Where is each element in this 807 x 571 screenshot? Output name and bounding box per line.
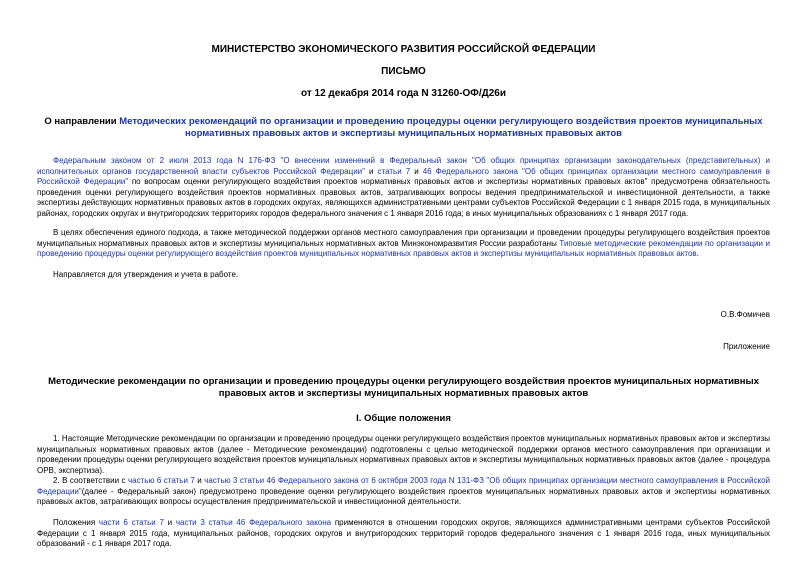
- part-6-article-7-link[interactable]: частью 6 статьи 7: [128, 476, 195, 485]
- subject-link[interactable]: Методических рекомендаций по организации и проведению процедуры оценки регулирующего воздействия проектов муниципальных нормативных правовых актов и экспертизы муниципальных нормативных правовых актов: [119, 116, 763, 139]
- document-date-number: от 12 декабря 2014 года N 31260-ОФ/Д26и: [300, 88, 507, 99]
- text-fragment: и: [410, 166, 423, 176]
- attachment-label: Приложение: [723, 342, 770, 351]
- text-fragment: и: [365, 166, 378, 176]
- signature: О.В.Фомичев: [720, 310, 770, 319]
- document-type: ПИСЬМО: [381, 66, 426, 77]
- part-6-article-7-link-2[interactable]: части 6 статьи 7: [98, 518, 164, 527]
- letter-paragraph-1: [37, 156, 770, 219]
- law-131-link[interactable]: частью 3 статьи 46 Федерального закона от 6 октября 2003 года N 131-ФЗ "Об общих принципах организации местного самоуправления в Российской Федерации": [37, 476, 770, 496]
- article-7-link[interactable]: статьи 7: [377, 166, 411, 176]
- text-fragment: применяются в отношении городских округов, являющихся административными центрами субъектов Российской Федерации с 1 января 2015 года, муниципальных районов, городских округов и внутригородских территорий городов федерального значения с 1 января 2016 года, иных муниципальных образований - с 1 января 2017 года.: [37, 518, 771, 548]
- section-heading: I. Общие положения: [356, 413, 451, 424]
- typical-recommendations-link[interactable]: Типовые методические рекомендации по организации и проведению процедуры оценки регулирующего воздействия проектов муниципальных нормативных правовых актов и экспертизы муниципальных нормативных правовых актов: [37, 238, 771, 258]
- text-fragment: .: [696, 249, 699, 258]
- part-3-article-46-link[interactable]: части 3 статьи 46 Федерального закона: [175, 518, 332, 527]
- text-fragment: Положения: [53, 518, 99, 527]
- text-fragment: и: [194, 476, 205, 485]
- text-fragment: В целях обеспечения единого подхода, а также методической поддержки органов местного самоуправления при организации и проведении процедуры регулирующего воздействия проектов муниципальных нормативных правовых актов и экспертизы муниципальных нормативных актов Минэкономразвития России разработаны: [37, 228, 770, 248]
- subject-prefix: О направлении: [44, 116, 120, 127]
- letter-subject: [37, 116, 770, 140]
- recommendations-paragraph-2: [37, 476, 770, 508]
- text-fragment: по вопросам оценки регулирующего воздействия проектов нормативных правовых актов и экспертизы нормативных правовых актов" предусмотрена обязательность проведения оценки регулирующего воздействия проектов нормативных правовых актов, затрагивающих вопросы ведения предпринимательской и инвестиционной деятельности, а также экспертизы действующих нормативных правовых актов в городских округах, являющихся административными центрами субъектов Российской Федерации с 1 января 2015 года, в муниципальных районах, городских округах и внутригородских территориях городов федерального значения с 1 января 2016 года; в иных муниципальных образованиях с 1 января 2017 года.: [37, 177, 770, 218]
- recommendations-title: Методические рекомендации по организации и проведению процедуры оценки регулирующего воздействия проектов муниципальных нормативных правовых актов и экспертизы муниципальных нормативных правовых актов: [48, 376, 759, 399]
- recommendations-paragraph-3: [37, 518, 770, 550]
- text-fragment: 2. В соответствии с: [53, 476, 128, 485]
- text-fragment: и: [163, 518, 176, 527]
- letter-paragraph-2: [37, 228, 770, 260]
- ministry-heading: МИНИСТЕРСТВО ЭКОНОМИЧЕСКОГО РАЗВИТИЯ РОССИЙСКОЙ ФЕДЕРАЦИИ: [211, 44, 596, 55]
- recommendations-paragraph-1: 1. Настоящие Методические рекомендации по организации и проведению процедуры оценки регулирующего воздействия проектов муниципальных нормативных правовых актов и экспертизы муниципальных нормативных правовых актов (далее - Методические рекомендации) подготовлены с целью методической поддержки органов местного самоуправления при организации и проведении процедуры оценки регулирующего воздействия проектов муниципальных нормативных правовых актов и экспертизы муниципальных нормативных правовых актов (далее - процедура ОРВ, экспертиза).: [37, 434, 770, 475]
- letter-paragraph-3: Направляется для утверждения и учета в работе.: [53, 270, 239, 279]
- law-176-link[interactable]: Федеральным законом от 2 июля 2013 года N 176-ФЗ "О внесении изменений в Федеральный закон "Об общих принципах организации законодательных (представительных) и исполнительных органов государственной власти субъектов Российской Федерации": [37, 156, 770, 176]
- text-fragment: (далее - Федеральный закон) предусмотрено проведение оценки регулирующего воздействия проектов муниципальных нормативных правовых актов и экспертизы нормативных правовых актов, затрагивающих вопросы осуществления предпринимательской и инвестиционной деятельности.: [37, 486, 770, 506]
- article-46-link[interactable]: 46 Федерального закона "Об общих принципах организации местного самоуправления в Российской Федерации": [37, 166, 770, 186]
